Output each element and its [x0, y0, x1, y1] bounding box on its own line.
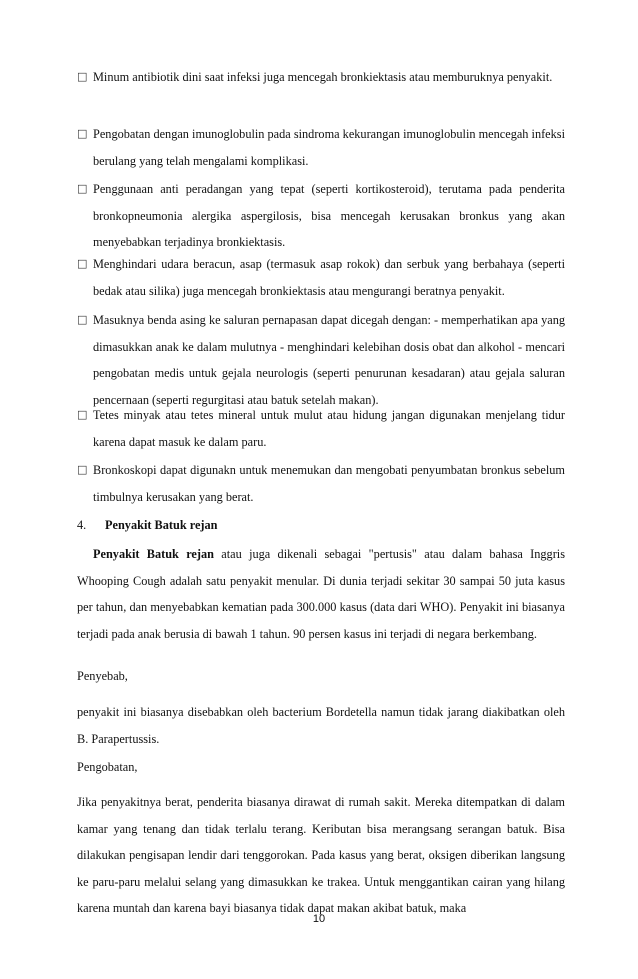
- page-number: 10: [312, 913, 326, 925]
- section-heading: [77, 512, 565, 539]
- bullet-text: Minum antibiotik dini saat infeksi juga mencegah bronkiektasis atau memburuknya penyakit.: [93, 70, 553, 84]
- treatment-label: Pengobatan,: [77, 760, 138, 774]
- bullet-box-icon: □: [77, 408, 88, 421]
- bullet-box-icon: □: [77, 313, 88, 326]
- bullet-box-icon: □: [77, 257, 88, 270]
- intro-paragraph: [77, 541, 565, 647]
- bullet-text: Bronkoskopi dapat digunakn untuk menemukan dan mengobati penyumbatan bronkus sebelum timbulnya kerusakan yang berat.: [93, 463, 565, 504]
- bullet-text: Pengobatan dengan imunoglobulin pada sindroma kekurangan imunoglobulin mencegah infeksi berulang yang telah mengalami komplikasi.: [93, 127, 565, 168]
- cause-label: Penyebab,: [77, 669, 128, 683]
- treatment-paragraph: Jika penyakitnya berat, penderita biasanya dirawat di rumah sakit. Mereka ditempatkan di dalam kamar yang tenang dan tidak terlalu terang. Keributan bisa merangsang serangan batuk. Bisa dilakukan pengisapan lendir dari tenggorokan. Pada kasus yang berat, oksigen diberikan langsung ke paru-paru melalui selang yang dimasukkan ke trakea. Untuk menggantikan cairan yang hilang karena muntah dan karena bayi biasanya tidak dapat makan akibat batuk, maka: [77, 795, 565, 915]
- intro-lead-bold: Penyakit Batuk rejan: [93, 547, 214, 561]
- bullet-item: [77, 64, 565, 91]
- bullet-box-icon: □: [77, 70, 88, 83]
- bullet-item: [77, 251, 565, 304]
- bullet-item: [77, 121, 565, 174]
- bullet-item: [77, 176, 565, 256]
- bullet-box-icon: □: [77, 127, 88, 140]
- cause-paragraph: penyakit ini biasanya disebabkan oleh bacterium Bordetella namun tidak jarang diakibatkan oleh B. Parapertussis.: [77, 705, 565, 746]
- bullet-text: Masuknya benda asing ke saluran pernapasan dapat dicegah dengan: - memperhatikan apa yang dimasukkan anak ke dalam mulutnya - menghindari kelebihan dosis obat dan alkohol - mencari pengobatan medis untuk gejala neurologis (seperti penurunan kesadaran) atau gejala saluran pencernaan (seperti regurgitasi atau batuk setelah makan).: [93, 313, 565, 407]
- bullet-text: Tetes minyak atau tetes mineral untuk mulut atau hidung jangan digunakan menjelang tidur karena dapat masuk ke dalam paru.: [93, 408, 565, 449]
- bullet-box-icon: □: [77, 463, 88, 476]
- bullet-text: Penggunaan anti peradangan yang tepat (seperti kortikosteroid), terutama pada penderita bronkopneumonia alergika aspergilosis, bisa mencegah kerusakan bronkus yang akan menyebabkan terjadinya bronkiektasis.: [93, 182, 565, 249]
- bullet-item: [77, 402, 565, 455]
- bullet-item: [77, 457, 565, 510]
- section-number: 4.: [77, 518, 87, 532]
- bullet-item: [77, 307, 565, 413]
- bullet-box-icon: □: [77, 182, 88, 195]
- intro-text: atau juga dikenali sebagai "pertusis" atau dalam bahasa Inggris Whooping Cough adalah satu penyakit menular. Di dunia terjadi sekitar 30 sampai 50 juta kasus per tahun, dan menyebabkan kematian pada 300.000 kasus (data dari WHO). Penyakit ini biasanya terjadi pada anak berusia di bawah 1 tahun. 90 persen kasus ini terjadi di negara berkembang.: [77, 547, 565, 641]
- bullet-text: Menghindari udara beracun, asap (termasuk asap rokok) dan serbuk yang berbahaya (seperti bedak atau silika) juga mencegah bronkiektasis atau mengurangi beratnya penyakit.: [93, 257, 565, 298]
- section-title: Penyakit Batuk rejan: [105, 518, 218, 532]
